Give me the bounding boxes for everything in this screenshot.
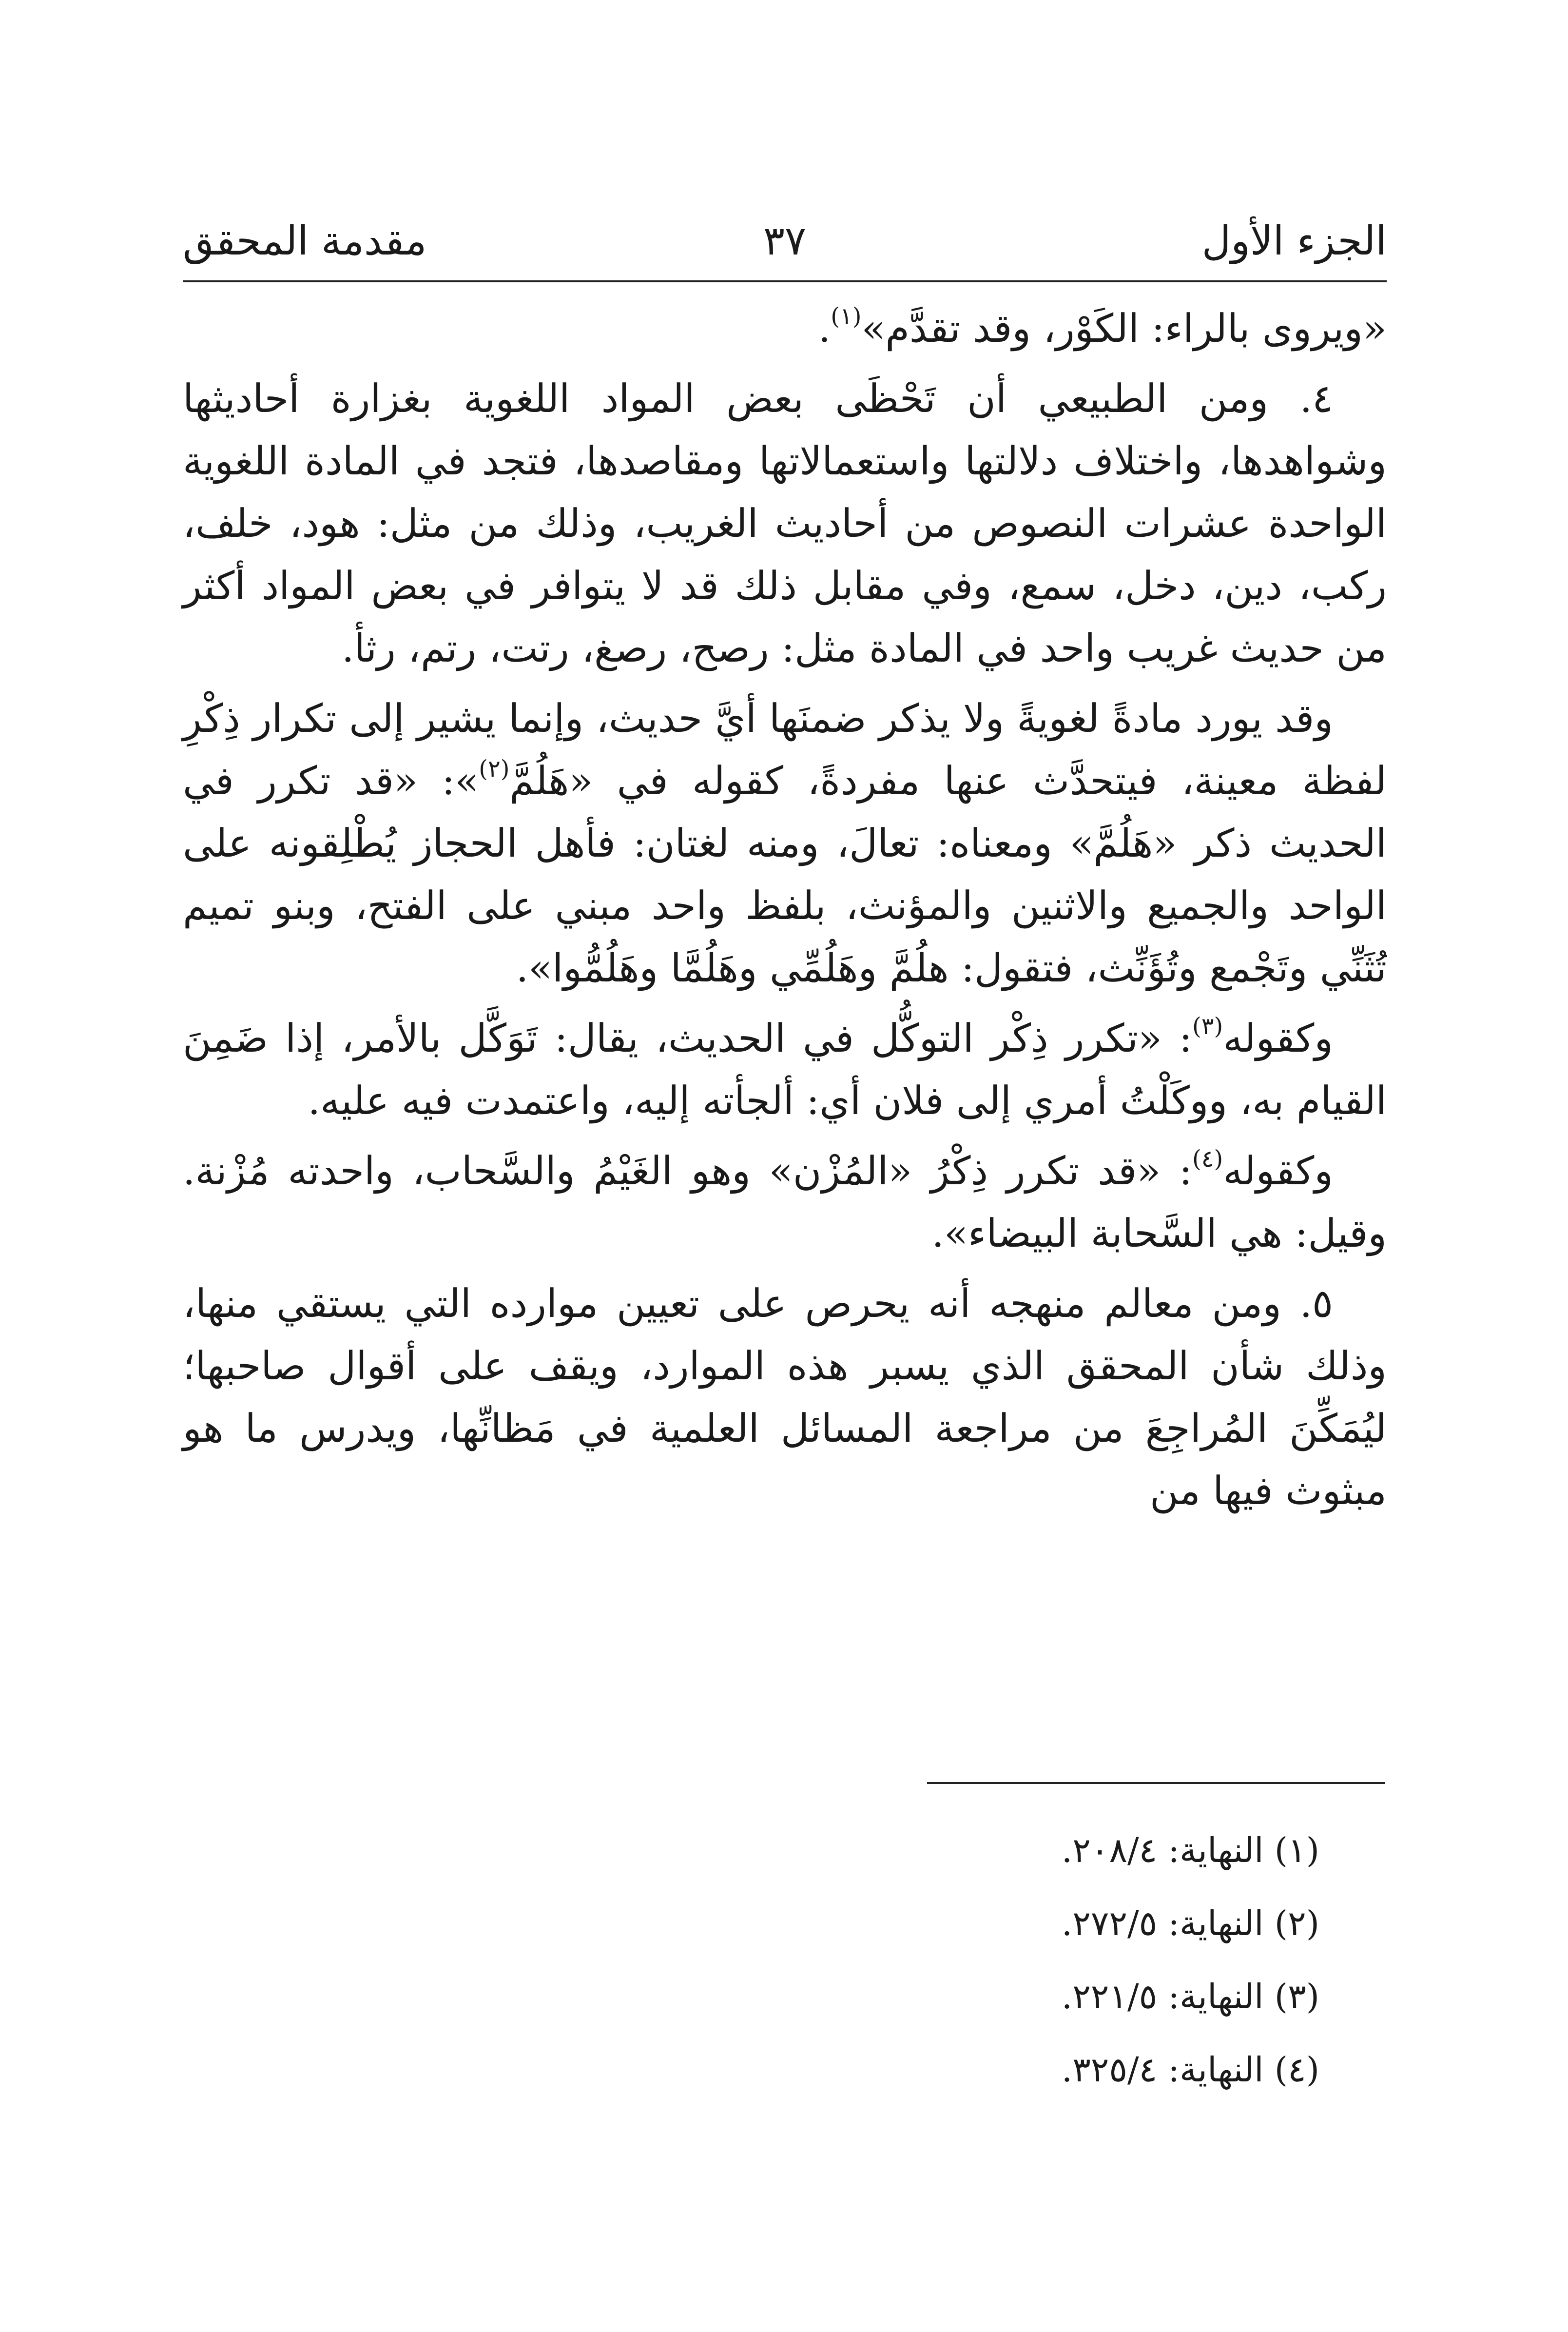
paragraph-text: وكقوله xyxy=(1223,1016,1333,1061)
section-title: مقدمة المحقق xyxy=(183,218,427,264)
paragraph-text: «ويروى بالراء: الكَوْر، وقد تقدَّم» xyxy=(861,306,1387,351)
paragraph xyxy=(183,1273,1387,1522)
paragraph xyxy=(183,687,1387,999)
main-text xyxy=(183,297,1387,1530)
footnote: (٣) النهاية: ٢٢١/٥. xyxy=(1061,1977,1319,2017)
paragraph xyxy=(183,1140,1387,1265)
page-number: ٣٧ xyxy=(763,218,807,264)
footnote-separator xyxy=(927,1782,1385,1784)
paragraph-text: وقد يورد مادةً لغويةً ولا يذكر ضمنَها أيَّ حديث، وإنما يشير إلى تكرار ذِكْرِ لفظة معينة، فيتحدَّث عنها مفردةً، كقوله في «هَلُمَّ xyxy=(183,696,1387,803)
paragraph-text: ٤. ومن الطبيعي أن تَحْظَى بعض المواد اللغوية بغزارة أحاديثها وشواهدها، واختلاف دلالتها واستعمالاتها ومقاصدها، فتجد في المادة اللغوية الواحدة عشرات النصوص من أحاديث الغريب، وذلك من مثل: هود، خلف، ركب، دين، دخل، سمع، وفي مقابل ذلك قد لا يتوافر في بعض المواد أكثر من حديث غريب واحد في المادة مثل: رصح، رصغ، رتت، رتم، رثأ. xyxy=(183,376,1387,671)
paragraph xyxy=(183,368,1387,680)
footnote: (٢) النهاية: ٢٧٢/٥. xyxy=(1061,1903,1319,1943)
paragraph-text: . xyxy=(818,306,831,351)
paragraph-text: : «قد تكرر ذِكْرُ «المُزْن» وهو الغَيْمُ والسَّحاب، واحدته مُزْنة. وقيل: هي السَّحابة البيضاء». xyxy=(183,1148,1387,1256)
paragraph xyxy=(183,1007,1387,1132)
paragraph xyxy=(183,297,1387,360)
paragraph-text: ٥. ومن معالم منهجه أنه يحرص على تعيين موارده التي يستقي منها، وذلك شأن المحقق الذي يسبر هذه الموارد، ويقف على أقوال صاحبها؛ ليُمَكِّنَ المُراجِعَ من مراجعة المسائل العلمية في مَظانِّها، ويدرس ما هو مبثوث فيها من xyxy=(183,1281,1387,1513)
paragraph-text: وكقوله xyxy=(1223,1148,1333,1194)
paragraph-text: : «تكرر ذِكْر التوكُّل في الحديث، يقال: تَوَكَّل بالأمر، إذا ضَمِنَ القيام به، ووكَلْتُ أمري إلى فلان أي: ألجأته إليه، واعتمدت فيه عليه. xyxy=(183,1016,1387,1123)
volume-title: الجزء الأول xyxy=(1201,218,1387,264)
footnote-ref: (٣) xyxy=(1192,1013,1223,1040)
footnote-ref: (٤) xyxy=(1192,1145,1223,1173)
footnote-ref: (٢) xyxy=(479,755,510,783)
footnote: (١) النهاية: ٢٠٨/٤. xyxy=(1061,1830,1319,1870)
footnote: (٤) النهاية: ٣٢٥/٤. xyxy=(1061,2050,1319,2090)
footnotes xyxy=(442,1814,1319,2106)
paragraph-text: »: «قد تكرر في الحديث ذكر «هَلُمَّ» ومعناه: تعالَ، ومنه لغتان: فأهل الحجاز يُطْلِقونه على الواحد والجميع والاثنين والمؤنث، بلفظ واحد مبني على الفتح، وبنو تميم تُثَنِّي وتَجْمع وتُؤَنِّث، فتقول: هلُمَّ وهَلُمِّي وهَلُمَّا وهَلُمُّوا». xyxy=(183,758,1387,991)
footnote-ref: (١) xyxy=(831,303,862,330)
running-header xyxy=(183,207,1387,282)
